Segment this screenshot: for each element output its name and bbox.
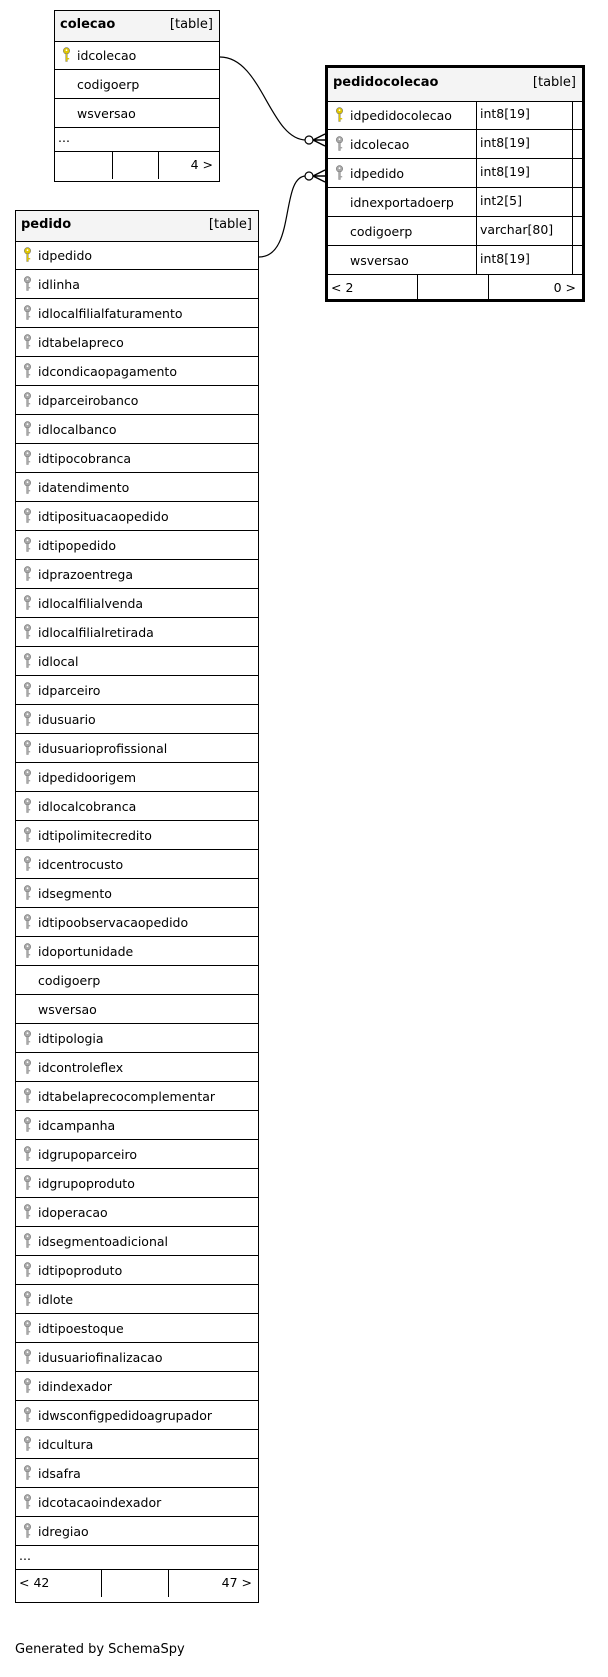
- foreign-key-icon: [23, 450, 32, 466]
- column-row-idlocalcobranca[interactable]: [16, 792, 258, 821]
- foreign-key-icon: [23, 624, 32, 640]
- column-name: idpedidoorigem: [38, 770, 137, 785]
- column-row-idindexador[interactable]: [16, 1372, 258, 1401]
- parent-count[interactable]: < 2: [331, 280, 354, 295]
- footer-divider: [417, 275, 418, 302]
- column-row-idusuariofinalizacao[interactable]: [16, 1343, 258, 1372]
- foreign-key-icon: [23, 595, 32, 611]
- column-name: idlocal: [38, 654, 79, 669]
- column-row-codigoerp[interactable]: [16, 966, 258, 995]
- column-row-idtabelapreco[interactable]: [16, 328, 258, 357]
- column-row-idregiao[interactable]: [16, 1517, 258, 1546]
- table-name[interactable]: pedidocolecao: [333, 75, 439, 90]
- column-name: idparceiro: [38, 683, 101, 698]
- column-name: idlocalfilialretirada: [38, 625, 154, 640]
- column-name: idsegmento: [38, 886, 112, 901]
- foreign-key-icon: [23, 1523, 32, 1539]
- column-name: idtabelapreco: [38, 335, 124, 350]
- column-row-idtabelaprecocomplementar[interactable]: [16, 1082, 258, 1111]
- table-footer: [328, 275, 582, 302]
- foreign-key-icon: [23, 914, 32, 930]
- column-name: wsversao: [38, 1002, 97, 1017]
- column-name: idcolecao: [77, 48, 137, 63]
- column-row-idtipolimitecredito[interactable]: [16, 821, 258, 850]
- column-row-idtipoestoque[interactable]: [16, 1314, 258, 1343]
- column-name: idtiposituacaopedido: [38, 509, 169, 524]
- column-name: idcentrocusto: [38, 857, 124, 872]
- pedido-table: [15, 210, 259, 1603]
- foreign-key-icon: [23, 363, 32, 379]
- column-name: idtipoestoque: [38, 1321, 124, 1336]
- foreign-key-icon: [23, 740, 32, 756]
- primary-key-icon: [62, 47, 71, 63]
- column-name: idatendimento: [38, 480, 130, 495]
- foreign-key-icon: [23, 508, 32, 524]
- optional-marker: [305, 136, 313, 144]
- column-row-idatendimento[interactable]: [16, 473, 258, 502]
- column-name: idtipoobservacaopedido: [38, 915, 189, 930]
- foreign-key-icon: [23, 305, 32, 321]
- foreign-key-icon: [23, 1494, 32, 1510]
- column-name: codigoerp: [38, 973, 101, 988]
- column-name: idlinha: [38, 277, 80, 292]
- column-name: idtipocobranca: [38, 451, 132, 466]
- column-name: idoperacao: [38, 1205, 108, 1220]
- column-name: idlocalfilialfaturamento: [38, 306, 183, 321]
- foreign-key-icon: [23, 653, 32, 669]
- colecao-table-header: [55, 11, 219, 42]
- column-name: idgrupoparceiro: [38, 1147, 137, 1162]
- foreign-key-icon: [23, 1030, 32, 1046]
- column-datatype: int8[19]: [480, 164, 530, 179]
- column-divider: [476, 101, 477, 275]
- footer-divider: [488, 275, 489, 302]
- column-row-idparceiro[interactable]: [16, 676, 258, 705]
- more-columns-row[interactable]: [55, 128, 219, 152]
- column-row-idgrupoproduto[interactable]: [16, 1169, 258, 1198]
- column-row-idusuario[interactable]: [16, 705, 258, 734]
- foreign-key-icon: [23, 1175, 32, 1191]
- column-name: idpedidocolecao: [350, 108, 452, 123]
- column-row-idtipoproduto[interactable]: [16, 1256, 258, 1285]
- column-row-idnexportadoerp[interactable]: [328, 188, 582, 217]
- column-row-idsegmentoadicional[interactable]: [16, 1227, 258, 1256]
- column-datatype: int8[19]: [480, 106, 530, 121]
- column-name: idsegmentoadicional: [38, 1234, 168, 1249]
- child-count[interactable]: 47 >: [221, 1575, 252, 1590]
- primary-key-icon: [335, 107, 344, 123]
- table-type: [table]: [532, 75, 576, 90]
- foreign-key-icon: [23, 1291, 32, 1307]
- column-name: idcotacaoindexador: [38, 1495, 162, 1510]
- footer-divider: [158, 152, 159, 179]
- more-columns-ellipsis: ...: [58, 130, 70, 145]
- foreign-key-icon: [23, 1465, 32, 1481]
- foreign-key-icon: [23, 798, 32, 814]
- foreign-key-icon: [23, 1233, 32, 1249]
- many-crowfoot: [313, 134, 325, 146]
- column-row-idtipocobranca[interactable]: [16, 444, 258, 473]
- foreign-key-icon: [23, 1117, 32, 1133]
- foreign-key-icon: [23, 1320, 32, 1336]
- column-name: idusuario: [38, 712, 96, 727]
- column-name: idusuarioprofissional: [38, 741, 168, 756]
- column-name: idsafra: [38, 1466, 81, 1481]
- column-name: codigoerp: [77, 77, 140, 92]
- foreign-key-icon: [23, 1407, 32, 1423]
- column-row-idusuarioprofissional[interactable]: [16, 734, 258, 763]
- column-name: idlocalfilialvenda: [38, 596, 144, 611]
- column-row-idsafra[interactable]: [16, 1459, 258, 1488]
- column-name: wsversao: [77, 106, 136, 121]
- column-row-wsversao[interactable]: [55, 99, 219, 128]
- column-name: idparceirobanco: [38, 393, 139, 408]
- column-name: idgrupoproduto: [38, 1176, 135, 1191]
- foreign-key-icon: [23, 1378, 32, 1394]
- footer-divider: [101, 1570, 102, 1597]
- column-name: idindexador: [38, 1379, 112, 1394]
- foreign-key-icon: [23, 392, 32, 408]
- column-divider: [572, 101, 573, 275]
- foreign-key-icon: [23, 537, 32, 553]
- column-name: idpedido: [38, 248, 93, 263]
- column-name: idcondicaopagamento: [38, 364, 177, 379]
- table-name[interactable]: colecao: [60, 17, 116, 32]
- foreign-key-icon: [23, 827, 32, 843]
- footer-divider: [168, 1570, 169, 1597]
- column-row-idlocalfilialvenda[interactable]: [16, 589, 258, 618]
- foreign-key-icon: [23, 334, 32, 350]
- column-name: idnexportadoerp: [350, 195, 454, 210]
- column-row-idcotacaoindexador[interactable]: [16, 1488, 258, 1517]
- column-row-idgrupoparceiro[interactable]: [16, 1140, 258, 1169]
- column-datatype: varchar[80]: [480, 222, 554, 237]
- foreign-key-icon: [23, 1059, 32, 1075]
- foreign-key-icon: [335, 136, 344, 152]
- column-name: idtipoproduto: [38, 1263, 123, 1278]
- foreign-key-icon: [23, 885, 32, 901]
- table-footer: [55, 152, 219, 179]
- fk-colecao-to-pedidocolecao: [220, 57, 306, 140]
- more-columns-ellipsis: ...: [19, 1548, 31, 1563]
- foreign-key-icon: [23, 1146, 32, 1162]
- foreign-key-icon: [23, 1436, 32, 1452]
- column-row-idpedido[interactable]: [328, 159, 582, 188]
- child-count[interactable]: 4 >: [190, 157, 213, 172]
- column-row-idcontroleflex[interactable]: [16, 1053, 258, 1082]
- column-name: idwsconfigpedidoagrupador: [38, 1408, 212, 1423]
- pedidocolecao-table: [325, 65, 585, 302]
- column-name: idprazoentrega: [38, 567, 134, 582]
- column-row-idcolecao[interactable]: [55, 41, 219, 70]
- foreign-key-icon: [23, 421, 32, 437]
- column-row-idwsconfigpedidoagrupador[interactable]: [16, 1401, 258, 1430]
- table-type: [table]: [169, 17, 213, 32]
- column-name: idregiao: [38, 1524, 89, 1539]
- column-row-idlocalfilialretirada[interactable]: [16, 618, 258, 647]
- column-row-idcampanha[interactable]: [16, 1111, 258, 1140]
- footer-divider: [112, 152, 113, 179]
- fk-pedido-to-pedidocolecao: [259, 176, 306, 257]
- pedido-table-header: [16, 211, 258, 242]
- column-datatype: int2[5]: [480, 193, 522, 208]
- column-name: idtipologia: [38, 1031, 104, 1046]
- foreign-key-icon: [23, 1349, 32, 1365]
- column-row-idtipologia[interactable]: [16, 1024, 258, 1053]
- column-datatype: int8[19]: [480, 135, 530, 150]
- foreign-key-icon: [23, 566, 32, 582]
- column-name: idcontroleflex: [38, 1060, 124, 1075]
- column-row-idlocal[interactable]: [16, 647, 258, 676]
- column-name: wsversao: [350, 253, 409, 268]
- column-row-idpedido[interactable]: [16, 241, 258, 270]
- foreign-key-icon: [23, 276, 32, 292]
- column-row-idtipopedido[interactable]: [16, 531, 258, 560]
- column-row-wsversao[interactable]: [328, 246, 582, 275]
- column-row-idcultura[interactable]: [16, 1430, 258, 1459]
- column-row-idparceirobanco[interactable]: [16, 386, 258, 415]
- foreign-key-icon: [23, 1204, 32, 1220]
- table-name[interactable]: pedido: [21, 217, 72, 232]
- foreign-key-icon: [23, 1088, 32, 1104]
- schemaspy-credit[interactable]: Generated by SchemaSpy: [15, 1642, 185, 1657]
- optional-marker: [305, 172, 313, 180]
- column-name: idcolecao: [350, 137, 410, 152]
- column-row-idlocalbanco[interactable]: [16, 415, 258, 444]
- column-row-idlocalfilialfaturamento[interactable]: [16, 299, 258, 328]
- column-name: idoportunidade: [38, 944, 134, 959]
- column-row-idoportunidade[interactable]: [16, 937, 258, 966]
- column-name: idtipopedido: [38, 538, 116, 553]
- more-columns-row[interactable]: [16, 1546, 258, 1570]
- column-row-idprazoentrega[interactable]: [16, 560, 258, 589]
- column-row-idsegmento[interactable]: [16, 879, 258, 908]
- column-row-idcolecao[interactable]: [328, 130, 582, 159]
- column-row-idoperacao[interactable]: [16, 1198, 258, 1227]
- column-row-idlote[interactable]: [16, 1285, 258, 1314]
- column-name: idlote: [38, 1292, 74, 1307]
- column-row-idlinha[interactable]: [16, 270, 258, 299]
- column-name: idcampanha: [38, 1118, 116, 1133]
- column-row-codigoerp[interactable]: [328, 217, 582, 246]
- column-name: idlocalbanco: [38, 422, 117, 437]
- column-row-idpedidocolecao[interactable]: [328, 101, 582, 130]
- many-crowfoot: [313, 170, 325, 182]
- column-row-idtiposituacaopedido[interactable]: [16, 502, 258, 531]
- column-row-idcondicaopagamento[interactable]: [16, 357, 258, 386]
- foreign-key-icon: [23, 479, 32, 495]
- child-count[interactable]: 0 >: [553, 280, 576, 295]
- parent-count[interactable]: < 42: [19, 1575, 50, 1590]
- column-name: idlocalcobranca: [38, 799, 137, 814]
- table-footer: [16, 1570, 258, 1597]
- column-row-idcentrocusto[interactable]: [16, 850, 258, 879]
- column-row-codigoerp[interactable]: [55, 70, 219, 99]
- column-row-idtipoobservacaopedido[interactable]: [16, 908, 258, 937]
- table-type: [table]: [208, 217, 252, 232]
- foreign-key-icon: [23, 943, 32, 959]
- column-datatype: int8[19]: [480, 251, 530, 266]
- foreign-key-icon: [23, 769, 32, 785]
- foreign-key-icon: [23, 856, 32, 872]
- column-name: idtabelaprecocomplementar: [38, 1089, 216, 1104]
- column-name: idcultura: [38, 1437, 94, 1452]
- column-row-wsversao[interactable]: [16, 995, 258, 1024]
- colecao-table: [54, 10, 220, 182]
- pedidocolecao-table-header: [328, 68, 582, 102]
- foreign-key-icon: [23, 1262, 32, 1278]
- column-name: idtipolimitecredito: [38, 828, 152, 843]
- primary-key-icon: [23, 247, 32, 263]
- foreign-key-icon: [23, 711, 32, 727]
- foreign-key-icon: [335, 165, 344, 181]
- column-row-idpedidoorigem[interactable]: [16, 763, 258, 792]
- column-name: idusuariofinalizacao: [38, 1350, 163, 1365]
- column-name: idpedido: [350, 166, 405, 181]
- foreign-key-icon: [23, 682, 32, 698]
- column-name: codigoerp: [350, 224, 413, 239]
